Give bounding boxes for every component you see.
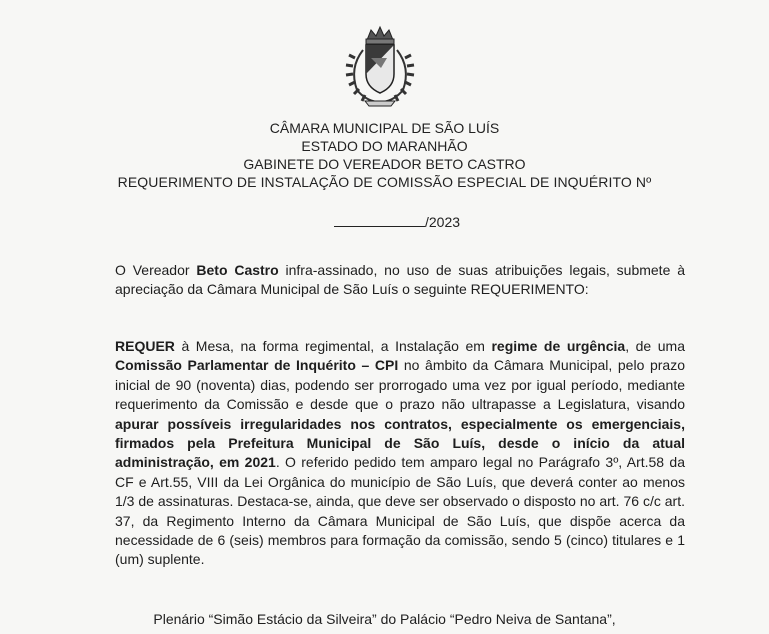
plenary-location: Plenário “Simão Estácio da Silveira” do Palácio “Pedro Neiva de Santana”, bbox=[153, 611, 616, 627]
coat-of-arms-emblem bbox=[343, 24, 417, 108]
intro-paragraph bbox=[115, 261, 685, 300]
state-name: ESTADO DO MARANHÃO bbox=[301, 138, 468, 154]
request-text: no âmbito da Câmara Municipal, pelo prazo inicial de 90 (noventa) dias, podendo ser prorrogado uma vez por igual período, mediante requerimento da Comissão e desde que o prazo não ultrapasse a Legislatura, visando bbox=[115, 357, 686, 413]
intro-text: O Vereador bbox=[115, 262, 197, 278]
request-text: à Mesa, na forma regimental, a Instalação em bbox=[174, 338, 492, 354]
institution-name: CÂMARA MUNICIPAL DE SÃO LUÍS bbox=[269, 120, 500, 136]
urgency-regime: regime de urgência bbox=[491, 338, 626, 354]
intro-text: infra-assinado, no uso de suas atribuições legais, submete à apreciação da Câmara Municipal de São Luís o seguinte REQUERIMENTO: bbox=[115, 262, 685, 298]
office-name: GABINETE DO VEREADOR BETO CASTRO bbox=[243, 156, 526, 172]
councilor-name: Beto Castro bbox=[196, 262, 279, 278]
request-paragraph bbox=[115, 337, 685, 570]
commission-name: Comissão Parlamentar de Inquérito – CPI bbox=[115, 357, 399, 374]
request-keyword: REQUER bbox=[115, 338, 175, 354]
number-blank-line bbox=[334, 213, 425, 227]
request-text: . O referido pedido tem amparo legal no Parágrafo 3º, Art.58 da CF e Art.55, VIII da Lei Orgânica do município de São Luís, que deverá conter ao menos 1/3 de assinaturas. Destaca-se, ainda, que deve ser observado o disposto no art. 76 c/c art. 37, da Regimento Interno da Câmara Municipal de São Luís, que dispõe acerca da necessidade de 6 (seis) membros para formação da comissão, sendo 5 (cinco) titulares e 1 (um) suplente. bbox=[115, 454, 685, 568]
request-number bbox=[334, 213, 460, 230]
request-year: /2023 bbox=[425, 214, 461, 230]
request-text: , de uma bbox=[625, 338, 685, 354]
document-header bbox=[0, 119, 769, 191]
investigation-purpose: apurar possíveis irregularidades nos contratos, especialmente os emergenciais, firmados pela Prefeitura Municipal de São Luís, desde o início da atual administração, em 2021 bbox=[115, 415, 685, 471]
request-title: REQUERIMENTO DE INSTALAÇÃO DE COMISSÃO ESPECIAL DE INQUÉRITO Nº bbox=[117, 174, 652, 190]
